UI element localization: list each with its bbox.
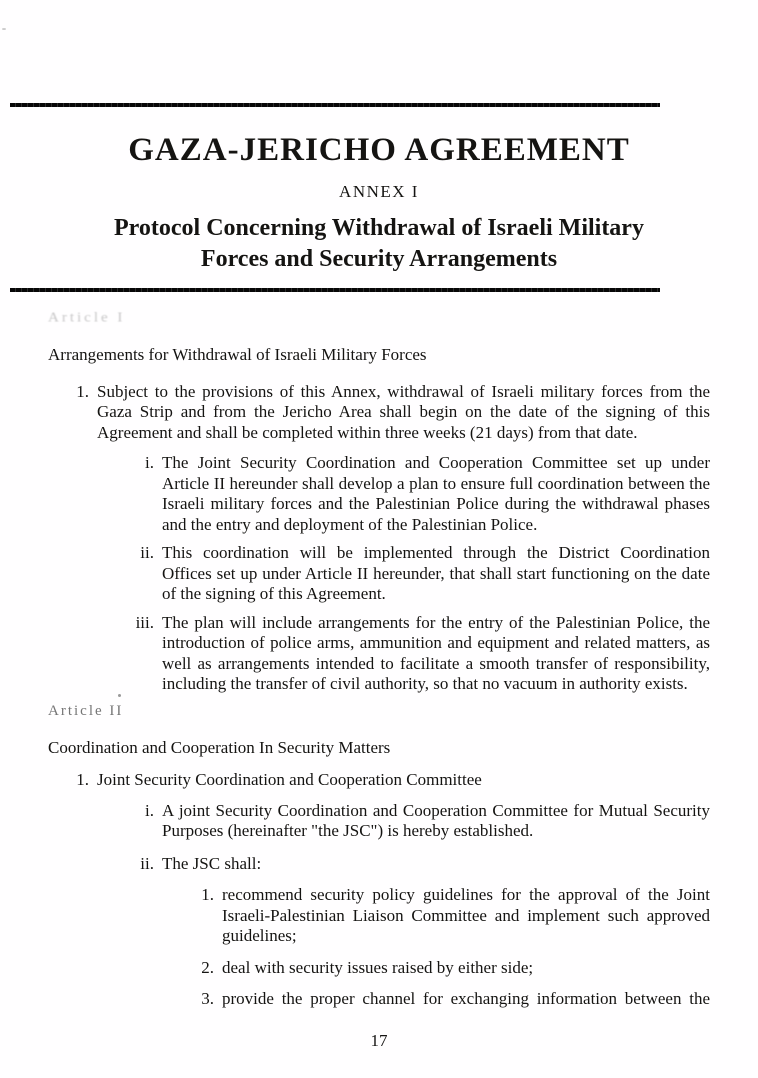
- item-text: A joint Security Coordination and Cooperation Committee for Mutual Security Purposes (hereinafter "the JSC") is hereby established.: [162, 800, 710, 840]
- list-item: [48, 613, 710, 695]
- list-item: [48, 543, 710, 605]
- item-text: deal with security issues raised by either side;: [222, 957, 534, 977]
- item-text: The Joint Security Coordination and Cooperation Committee set up under Article II hereunder shall develop a plan to ensure full coordination between the Israeli military forces and the Palestinian Police during the withdrawal phases and the entry and deployment of the Palestinian Police.: [162, 453, 710, 534]
- item-number: 2.: [201, 957, 214, 977]
- list-item: [48, 801, 710, 842]
- annex-label: ANNEX I: [339, 182, 419, 201]
- item-text: The plan will include arrangements for the entry of the Palestinian Police, the introduction of police arms, ammunition and equipment and related matters, as well as arrangements intended to facilitate a smooth transfer of responsibility, including the transfer of civil authority, so that no vacuum in authority exists.: [162, 612, 710, 693]
- list-item: [48, 854, 710, 875]
- scan-speck: [118, 694, 121, 697]
- list-item: [48, 885, 710, 947]
- article-2-heading: Coordination and Cooperation In Security Matters: [48, 737, 391, 757]
- list-item: [48, 989, 710, 1010]
- page-title: GAZA-JERICHO AGREEMENT: [128, 132, 630, 168]
- item-number: 1.: [76, 381, 89, 401]
- article-2-marker: Article II: [48, 702, 124, 719]
- item-number: ii.: [140, 853, 154, 873]
- item-number: 1.: [201, 885, 214, 904]
- item-text: Joint Security Coordination and Cooperation Committee: [97, 770, 482, 789]
- document-subtitle: Protocol Concerning Withdrawal of Israeli Military Forces and Security Arrangements: [114, 215, 644, 272]
- article-1-marker: Article I: [48, 310, 126, 326]
- list-item: [48, 453, 710, 535]
- list-item: [48, 770, 710, 791]
- item-number: 1.: [76, 770, 89, 789]
- item-number: i.: [145, 453, 154, 472]
- item-text: Subject to the provisions of this Annex, withdrawal of Israeli military forces from the Gaza Strip and from the Jericho Area shall begin on the date of the signing of this Agreement and shall be completed within three weeks (21 days) from that date.: [97, 381, 710, 442]
- item-number: iii.: [135, 612, 154, 632]
- scan-speck: [2, 28, 6, 30]
- item-text: provide the proper channel for exchanging information between the: [222, 989, 710, 1008]
- article-1-heading: Arrangements for Withdrawal of Israeli Military Forces: [48, 345, 427, 364]
- bottom-rule: [10, 288, 660, 292]
- page-number: 17: [370, 1030, 388, 1050]
- item-number: i.: [145, 800, 154, 820]
- top-rule: [10, 103, 660, 107]
- item-number: ii.: [140, 543, 154, 562]
- item-text: recommend security policy guidelines for the approval of the Joint Israeli-Palestinian Liaison Committee and implement such approved guidelines;: [222, 885, 710, 945]
- list-item: [48, 382, 710, 444]
- item-text: This coordination will be implemented through the District Coordination Offices set up under Article II hereunder, that shall start functioning on the date of the signing of this Agreement.: [162, 543, 710, 603]
- list-item: [48, 958, 710, 979]
- item-text: The JSC shall:: [162, 853, 262, 873]
- item-number: 3.: [201, 989, 214, 1008]
